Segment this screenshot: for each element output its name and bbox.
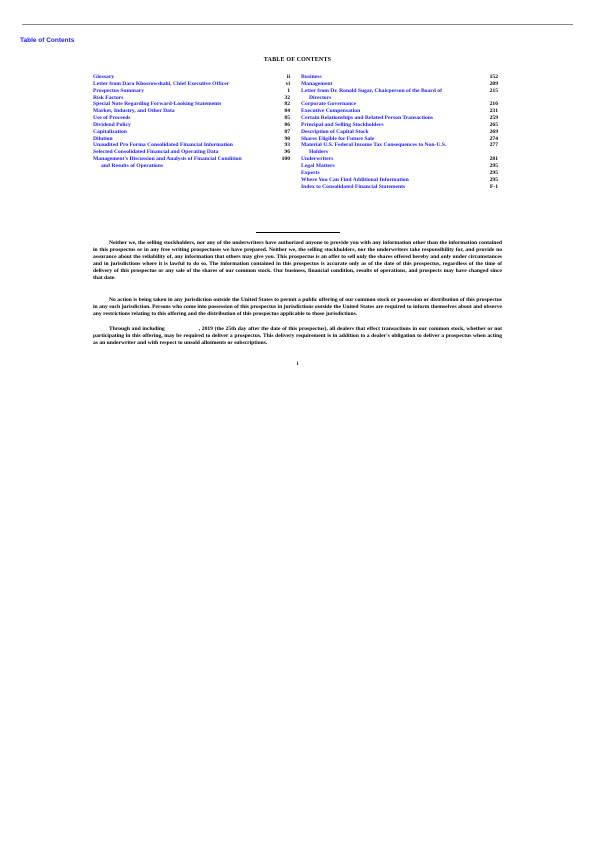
toc-entry-text[interactable]: Index to Consolidated Financial Statements	[301, 183, 406, 190]
toc-entry-text[interactable]: Glossary	[93, 74, 115, 80]
toc-entry-label[interactable]	[301, 177, 409, 184]
toc-entry-page: F-1	[489, 183, 498, 190]
toc-entry[interactable]	[93, 74, 290, 81]
toc-entry-page: ii	[286, 74, 290, 80]
toc-entry[interactable]	[301, 136, 498, 143]
toc-entry-text[interactable]: Special Note Regarding Forward-Looking Statements	[93, 101, 222, 108]
toc-entry-label[interactable]	[93, 136, 113, 143]
toc-entry[interactable]	[93, 142, 290, 149]
toc-entry[interactable]	[301, 108, 498, 115]
toc-entry-label[interactable]	[93, 101, 221, 108]
toc-entry-page: 152	[489, 74, 498, 80]
toc-entry-page: 295	[489, 162, 498, 169]
toc-entry[interactable]	[301, 156, 498, 163]
section-rule	[256, 232, 340, 233]
toc-entry-text[interactable]: Certain Relationships and Related Person Transactions	[301, 115, 434, 122]
toc-entry[interactable]	[301, 129, 498, 136]
toc-entry-text[interactable]: Letter from Dr. Ronald Sugar, Chairperson of the Board of	[301, 87, 442, 94]
page-number: i	[296, 361, 299, 367]
toc-entry-label[interactable]	[93, 108, 175, 115]
toc-entry[interactable]	[301, 81, 498, 88]
toc-entry[interactable]	[301, 142, 498, 156]
toc-entry[interactable]	[93, 101, 290, 108]
toc-entry-page: 216	[489, 101, 498, 108]
toc-entry[interactable]	[301, 115, 498, 122]
toc-entry-text-continued[interactable]: Directors	[309, 94, 332, 101]
toc-entry-text[interactable]: Prospectus Summary	[93, 87, 145, 94]
toc-left-column	[93, 74, 290, 170]
toc-entry[interactable]	[93, 95, 290, 102]
toc-entry[interactable]	[301, 101, 498, 108]
toc-entry-text[interactable]: Experts	[301, 169, 320, 176]
paragraph-dealer-delivery	[93, 326, 502, 347]
toc-entry-text[interactable]: Executive Compensation	[301, 108, 361, 115]
toc-title: TABLE OF CONTENTS	[263, 57, 332, 63]
toc-entry-label[interactable]	[93, 122, 131, 129]
toc-entry[interactable]	[93, 108, 290, 115]
toc-entry[interactable]	[301, 74, 498, 81]
toc-entry-label[interactable]	[301, 156, 333, 163]
toc-entry-text[interactable]: Description of Capital Stock	[301, 128, 369, 135]
toc-entry-page: 274	[489, 135, 498, 142]
toc-entry-page: 82	[284, 101, 290, 108]
toc-entry-text[interactable]: Management's Discussion and Analysis of Financial Condition	[93, 156, 242, 163]
toc-entry-text[interactable]: Underwriters	[301, 156, 334, 163]
toc-entry-label[interactable]	[301, 81, 332, 88]
toc-entry-label[interactable]	[93, 129, 127, 136]
toc-entry-page: 277	[489, 142, 498, 149]
toc-entry-page: 295	[489, 169, 498, 176]
toc-entry-page: 32	[284, 94, 290, 101]
toc-entry-label[interactable]	[93, 156, 242, 170]
toc-entry[interactable]	[93, 115, 290, 122]
toc-entry-label[interactable]	[301, 101, 356, 108]
toc-entry-page: 100	[281, 156, 290, 163]
toc-entry-page: 281	[489, 156, 498, 163]
toc-entry-label[interactable]	[301, 122, 384, 129]
toc-entry-text-continued[interactable]: Holders	[309, 149, 328, 156]
toc-entry-page: vi	[285, 80, 290, 87]
toc-entry[interactable]	[301, 163, 498, 170]
toc-entry-text[interactable]: Market, Industry, and Other Data	[93, 108, 175, 115]
toc-entry-label[interactable]	[301, 88, 442, 102]
toc-entry-text[interactable]: Dividend Policy	[93, 121, 131, 128]
table-of-contents-link[interactable]: Table of Contents	[20, 37, 75, 44]
toc-entry-page: 86	[284, 121, 290, 128]
paragraph-text: No action is being taken in any jurisdiction outside the United States to permit a public offering of our common stock or possession or distribution of this prospectus in any such jurisdiction. Persons who come into possession of this prospectus in jurisdictions outside the United States are required to inform themselves about and observe any restrictions relating to this offering and the distribution of this prospectus applicable to those jurisdictions.	[93, 297, 502, 318]
toc-entry[interactable]	[301, 184, 498, 191]
toc-entry-page: 269	[489, 128, 498, 135]
toc-entry[interactable]	[93, 81, 290, 88]
toc-entry[interactable]	[93, 149, 290, 156]
toc-entry-label[interactable]	[301, 136, 374, 143]
toc-entry-text[interactable]: Shares Eligible for Future Sale	[301, 135, 375, 142]
toc-entry-text[interactable]: Capitalization	[93, 128, 127, 135]
toc-entry-page: 295	[489, 176, 498, 183]
toc-entry-text[interactable]: Management	[301, 80, 333, 87]
toc-entry-text[interactable]: Where You Can Find Additional Information	[301, 176, 409, 183]
toc-entry-page: 85	[284, 115, 290, 122]
toc-entry-label[interactable]	[301, 115, 433, 122]
toc-right-column	[301, 74, 498, 190]
paragraph-text: Neither we, the selling stockholders, nor any of the underwriters have authorized anyone to provide you with any information other than the information contained in this prospectus or in any free writing prospectuses we have prepared. Neither we, the selling stockholders, nor the underwriters take responsibility for, and provide no assurance about the reliability of, any information that others may give you. This prospectus is an offer to sell only the shares offered hereby and only under circumstances and in jurisdictions where it is lawful to do so. The information contained in this prospectus is accurate only as of the date of this prospectus, regardless of the time of delivery of this prospectus or any sale of the shares of our common stock. Our business, financial condition, results of operations, and prospects may have changed since that date.	[93, 240, 502, 282]
toc-entry[interactable]	[301, 177, 498, 184]
toc-entry-page: 93	[284, 142, 290, 149]
toc-entry-text[interactable]: Letter from Dara Khosrowshahi, Chief Executive Officer	[93, 80, 230, 87]
toc-entry-text[interactable]: Principal and Selling Stockholders	[301, 121, 384, 128]
toc-entry-text[interactable]: Corporate Governance	[301, 101, 357, 108]
toc-entry-label[interactable]	[301, 74, 322, 81]
toc-entry-label[interactable]	[301, 170, 320, 177]
toc-entry-label[interactable]	[93, 149, 218, 156]
toc-entry-page: 87	[284, 128, 290, 135]
toc-entry-label[interactable]	[301, 108, 360, 115]
toc-entry[interactable]	[93, 129, 290, 136]
toc-entry-label[interactable]	[93, 81, 229, 88]
toc-entry-page: 259	[489, 115, 498, 122]
toc-entry-label[interactable]	[301, 142, 446, 156]
toc-entry-text-continued[interactable]: and Results of Operations	[101, 162, 164, 169]
toc-entry-page: 96	[284, 149, 290, 156]
toc-entry-text[interactable]: Material U.S. Federal Income Tax Consequences to Non-U.S.	[301, 142, 447, 149]
toc-entry[interactable]	[301, 88, 498, 102]
toc-entry-text[interactable]: Legal Matters	[301, 162, 335, 169]
toc-entry-page: 90	[284, 135, 290, 142]
toc-entry-text[interactable]: Business	[301, 74, 322, 80]
toc-entry-label[interactable]	[301, 184, 405, 191]
toc-entry-label[interactable]	[93, 88, 144, 95]
toc-entry[interactable]	[93, 122, 290, 129]
toc-entry-page: 231	[489, 108, 498, 115]
toc-entry-text[interactable]: Selected Consolidated Financial and Operating Data	[93, 149, 219, 156]
toc-entry-label[interactable]	[93, 142, 233, 149]
toc-entry[interactable]	[93, 136, 290, 143]
toc-entry-page: 265	[489, 121, 498, 128]
toc-entry-label[interactable]	[301, 129, 369, 136]
toc-entry-label[interactable]	[93, 74, 114, 81]
toc-entry-page: 215	[489, 87, 498, 94]
toc-entry[interactable]	[301, 170, 498, 177]
toc-entry-label[interactable]	[93, 95, 123, 102]
toc-entry-page: 84	[284, 108, 290, 115]
paragraph-text-rest: , 2019 (the 25th day after the date of this prospectus), all dealers that effect transactions in our common stock, whether or not participating in this offering, may be required to deliver a prospectus. This delivery requirement is in addition to a dealer's obligation to deliver a prospectus when acting as an underwriter and with respect to unsold allotments or subscriptions.	[93, 326, 502, 347]
toc-entry[interactable]	[301, 122, 498, 129]
toc-entry-page: 1	[287, 87, 290, 94]
paragraph-authorization	[93, 240, 502, 283]
toc-entry-text[interactable]: Dilution	[93, 135, 113, 142]
paragraph-text-start: Through and including	[109, 326, 165, 332]
header-divider	[22, 24, 573, 25]
toc-entry[interactable]	[93, 88, 290, 95]
toc-entry-text[interactable]: Use of Proceeds	[93, 115, 131, 122]
toc-entry-page: 209	[489, 80, 498, 87]
toc-entry-text[interactable]: Risk Factors	[93, 94, 124, 101]
toc-entry-text[interactable]: Unaudited Pro Forma Consolidated Financial Information	[93, 142, 233, 149]
toc-entry-label[interactable]	[301, 163, 335, 170]
paragraph-jurisdiction	[93, 297, 502, 318]
toc-entry-label[interactable]	[93, 115, 131, 122]
toc-entry[interactable]	[93, 156, 290, 170]
